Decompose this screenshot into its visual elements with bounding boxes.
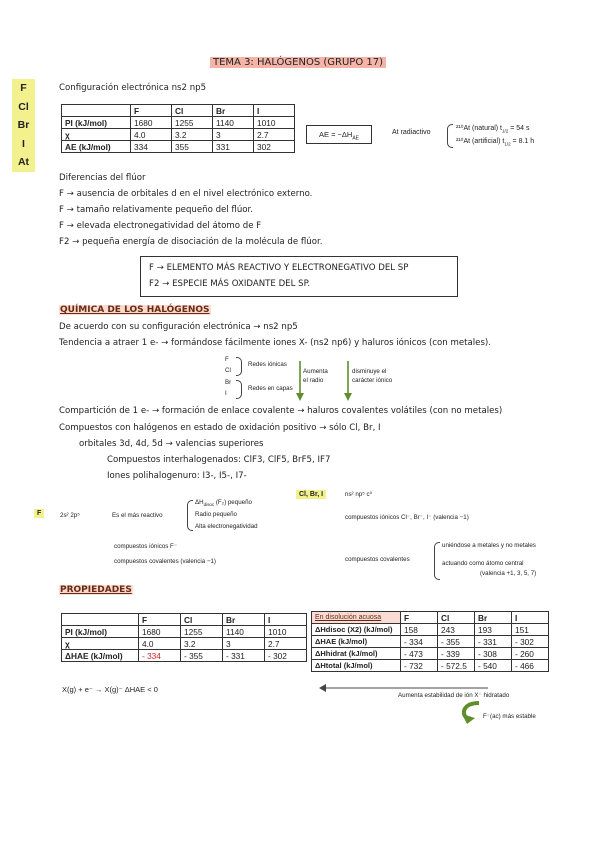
comparticion-line: Iones polihalogenuro: I3-, I5-, I7- [107, 471, 247, 481]
brace-ionicas [236, 357, 242, 376]
table-row: F Cl Br I [62, 105, 295, 117]
element-at: At [17, 156, 30, 169]
ae-equation: X(g) + e⁻ → X(g)⁻ ΔHAE < 0 [62, 685, 158, 694]
redes-capas: Redes en capas [248, 385, 293, 392]
quimica-line: Tendencia a atraer 1 e- → formándose fácilmente iones X- (ns2 np6) y haluros iónicos (con metales). [59, 338, 492, 348]
disminuye-text: carácter iónico [352, 377, 393, 384]
aqueous-table [311, 611, 549, 672]
element-cl: Cl [18, 100, 29, 113]
comparticion-line: orbitales 3d, 4d, 5d → valencias superiores [79, 439, 264, 449]
clbri-unidos: uniéndose a metales y no metales [442, 542, 536, 549]
at-artificial: ²¹⁰At (artificial) $t_{1/2} = 8.1$ h [456, 138, 535, 147]
at-label: At radiactivo [392, 129, 431, 136]
table-row: PI (kJ/mol) 1680 1255 1140 1010 [62, 117, 295, 129]
clbri-covalentes: compuestos covalentes [345, 556, 410, 563]
key-summary-box [140, 256, 458, 297]
at-brace [447, 124, 453, 148]
f-brace [187, 500, 193, 531]
f-item: $\Delta H_{disoc}$ (F₂) pequeño [195, 499, 252, 508]
comparticion-line: Compartición de 1 e- → formación de enlace covalente → haluros covalentes volátiles (con no metales) [59, 406, 503, 416]
at-natural: ²¹⁰At (natural) $t_{1/2} = 54$ s [456, 125, 530, 134]
table-row: ΔHAE (kJ/mol) - 334 - 355 - 331 - 302 [62, 650, 307, 662]
summary-line: F → ELEMENTO MÁS REACTIVO Y ELECTRONEGATIVO DEL SP [149, 263, 409, 273]
stability-text: Aumenta estabilidad de ión X⁻ hidratado [398, 692, 510, 699]
f-ionicos: compuestos iónicos F⁻ [114, 543, 178, 550]
table-row: PI (kJ/mol) 1680 1255 1140 1010 [62, 626, 307, 638]
clbri-config: ns² np⁵ c⁰ [345, 491, 373, 498]
table-row: χ 4.0 3.2 3 2.7 [62, 129, 295, 141]
table-row: ΔHAE (kJ/mol) - 334 - 355 - 331 - 302 [312, 636, 549, 648]
diagram-element: Br [225, 379, 232, 386]
element-i: I [22, 137, 25, 150]
clbri-label: Cl, Br, I [296, 490, 326, 499]
comparticion-line: Compuestos con halógenos en estado de oxidación positivo → sólo Cl, Br, I [59, 423, 381, 433]
quimica-line: De acuerdo con su configuración electrónica → ns2 np5 [59, 322, 298, 332]
aumenta-text: Aumenta [303, 368, 328, 375]
diff-item: F2 → pequeña energía de disociación de la molécula de flúor. [59, 237, 323, 247]
disminuye-text: disminuye el [352, 368, 387, 375]
diagram-element: Cl [225, 367, 231, 374]
section-quimica: QUÍMICA DE LOS HALÓGENOS [60, 305, 210, 315]
aumenta-text: el radio [303, 377, 324, 384]
f-covalentes: compuestos covalentes (valencia −1) [114, 558, 216, 565]
f-item: Alta electronegatividad [195, 523, 258, 530]
diff-item: F → ausencia de orbitales d en el nivel electrónico externo. [59, 189, 313, 199]
clbri-actuando: actuando como átomo central [442, 560, 524, 567]
clbri-ionicos: compuestos iónicos Cl⁻, Br⁻, I⁻ (valencia −1) [345, 514, 469, 521]
config-text: Configuración electrónica ns2 np5 [59, 83, 207, 93]
f-item: Radio pequeño [195, 511, 237, 518]
f-label: F [34, 509, 44, 518]
f-mas-reactivo: Es el más reactivo [112, 512, 163, 519]
f-config: 2s² 2p⁵ [60, 512, 80, 519]
ae-formula-box: AE = $-\Delta H_{AE}$ [306, 125, 372, 144]
f-estable-text: F⁻(ac) más estable [483, 713, 536, 720]
diff-title: Diferencias del flúor [59, 173, 146, 183]
table-row: χ 4.0 3.2 3 2.7 [62, 638, 307, 650]
clbri-brace [434, 542, 440, 580]
diff-item: F → elevada electronegatividad del átomo de F [59, 221, 262, 231]
table-row: ΔHhidrat (kJ/mol) - 473 - 339 - 308 - 260 [312, 648, 549, 660]
table-row: F Cl Br I [62, 614, 307, 626]
comparticion-line: Compuestos interhalogenados: ClF3, ClF5, BrF5, IF7 [107, 455, 331, 465]
brace-capas [236, 380, 242, 399]
summary-line: F2 → ESPECIE MÁS OXIDANTE DEL SP. [149, 279, 311, 289]
element-f: F [20, 82, 27, 94]
redes-ionicas: Redes iónicas [248, 361, 287, 368]
diff-item: F → tamaño relativamente pequeño del flúor. [59, 205, 254, 215]
table-row: En disolución acuosa F Cl Br I [312, 612, 549, 624]
diagram-element: F [225, 356, 229, 363]
diagram-element: I [225, 390, 227, 397]
table-row: ΔHtotal (kJ/mol) - 732 - 572.5 - 540 - 466 [312, 660, 549, 672]
properties-table-2 [61, 613, 307, 662]
page-title: TEMA 3: HALÓGENOS (GRUPO 17) [210, 57, 386, 68]
section-propiedades: PROPIEDADES [60, 585, 132, 595]
properties-table-1 [61, 104, 295, 153]
table-row: ΔHdisoc (X2) (kJ/mol) 158 243 193 151 [312, 624, 549, 636]
element-sidebar [12, 79, 35, 172]
table-row: AE (kJ/mol) 334 355 331 302 [62, 141, 295, 153]
clbri-valencias: (valencia +1, 3, 5, 7) [480, 570, 537, 577]
element-br: Br [17, 119, 30, 132]
